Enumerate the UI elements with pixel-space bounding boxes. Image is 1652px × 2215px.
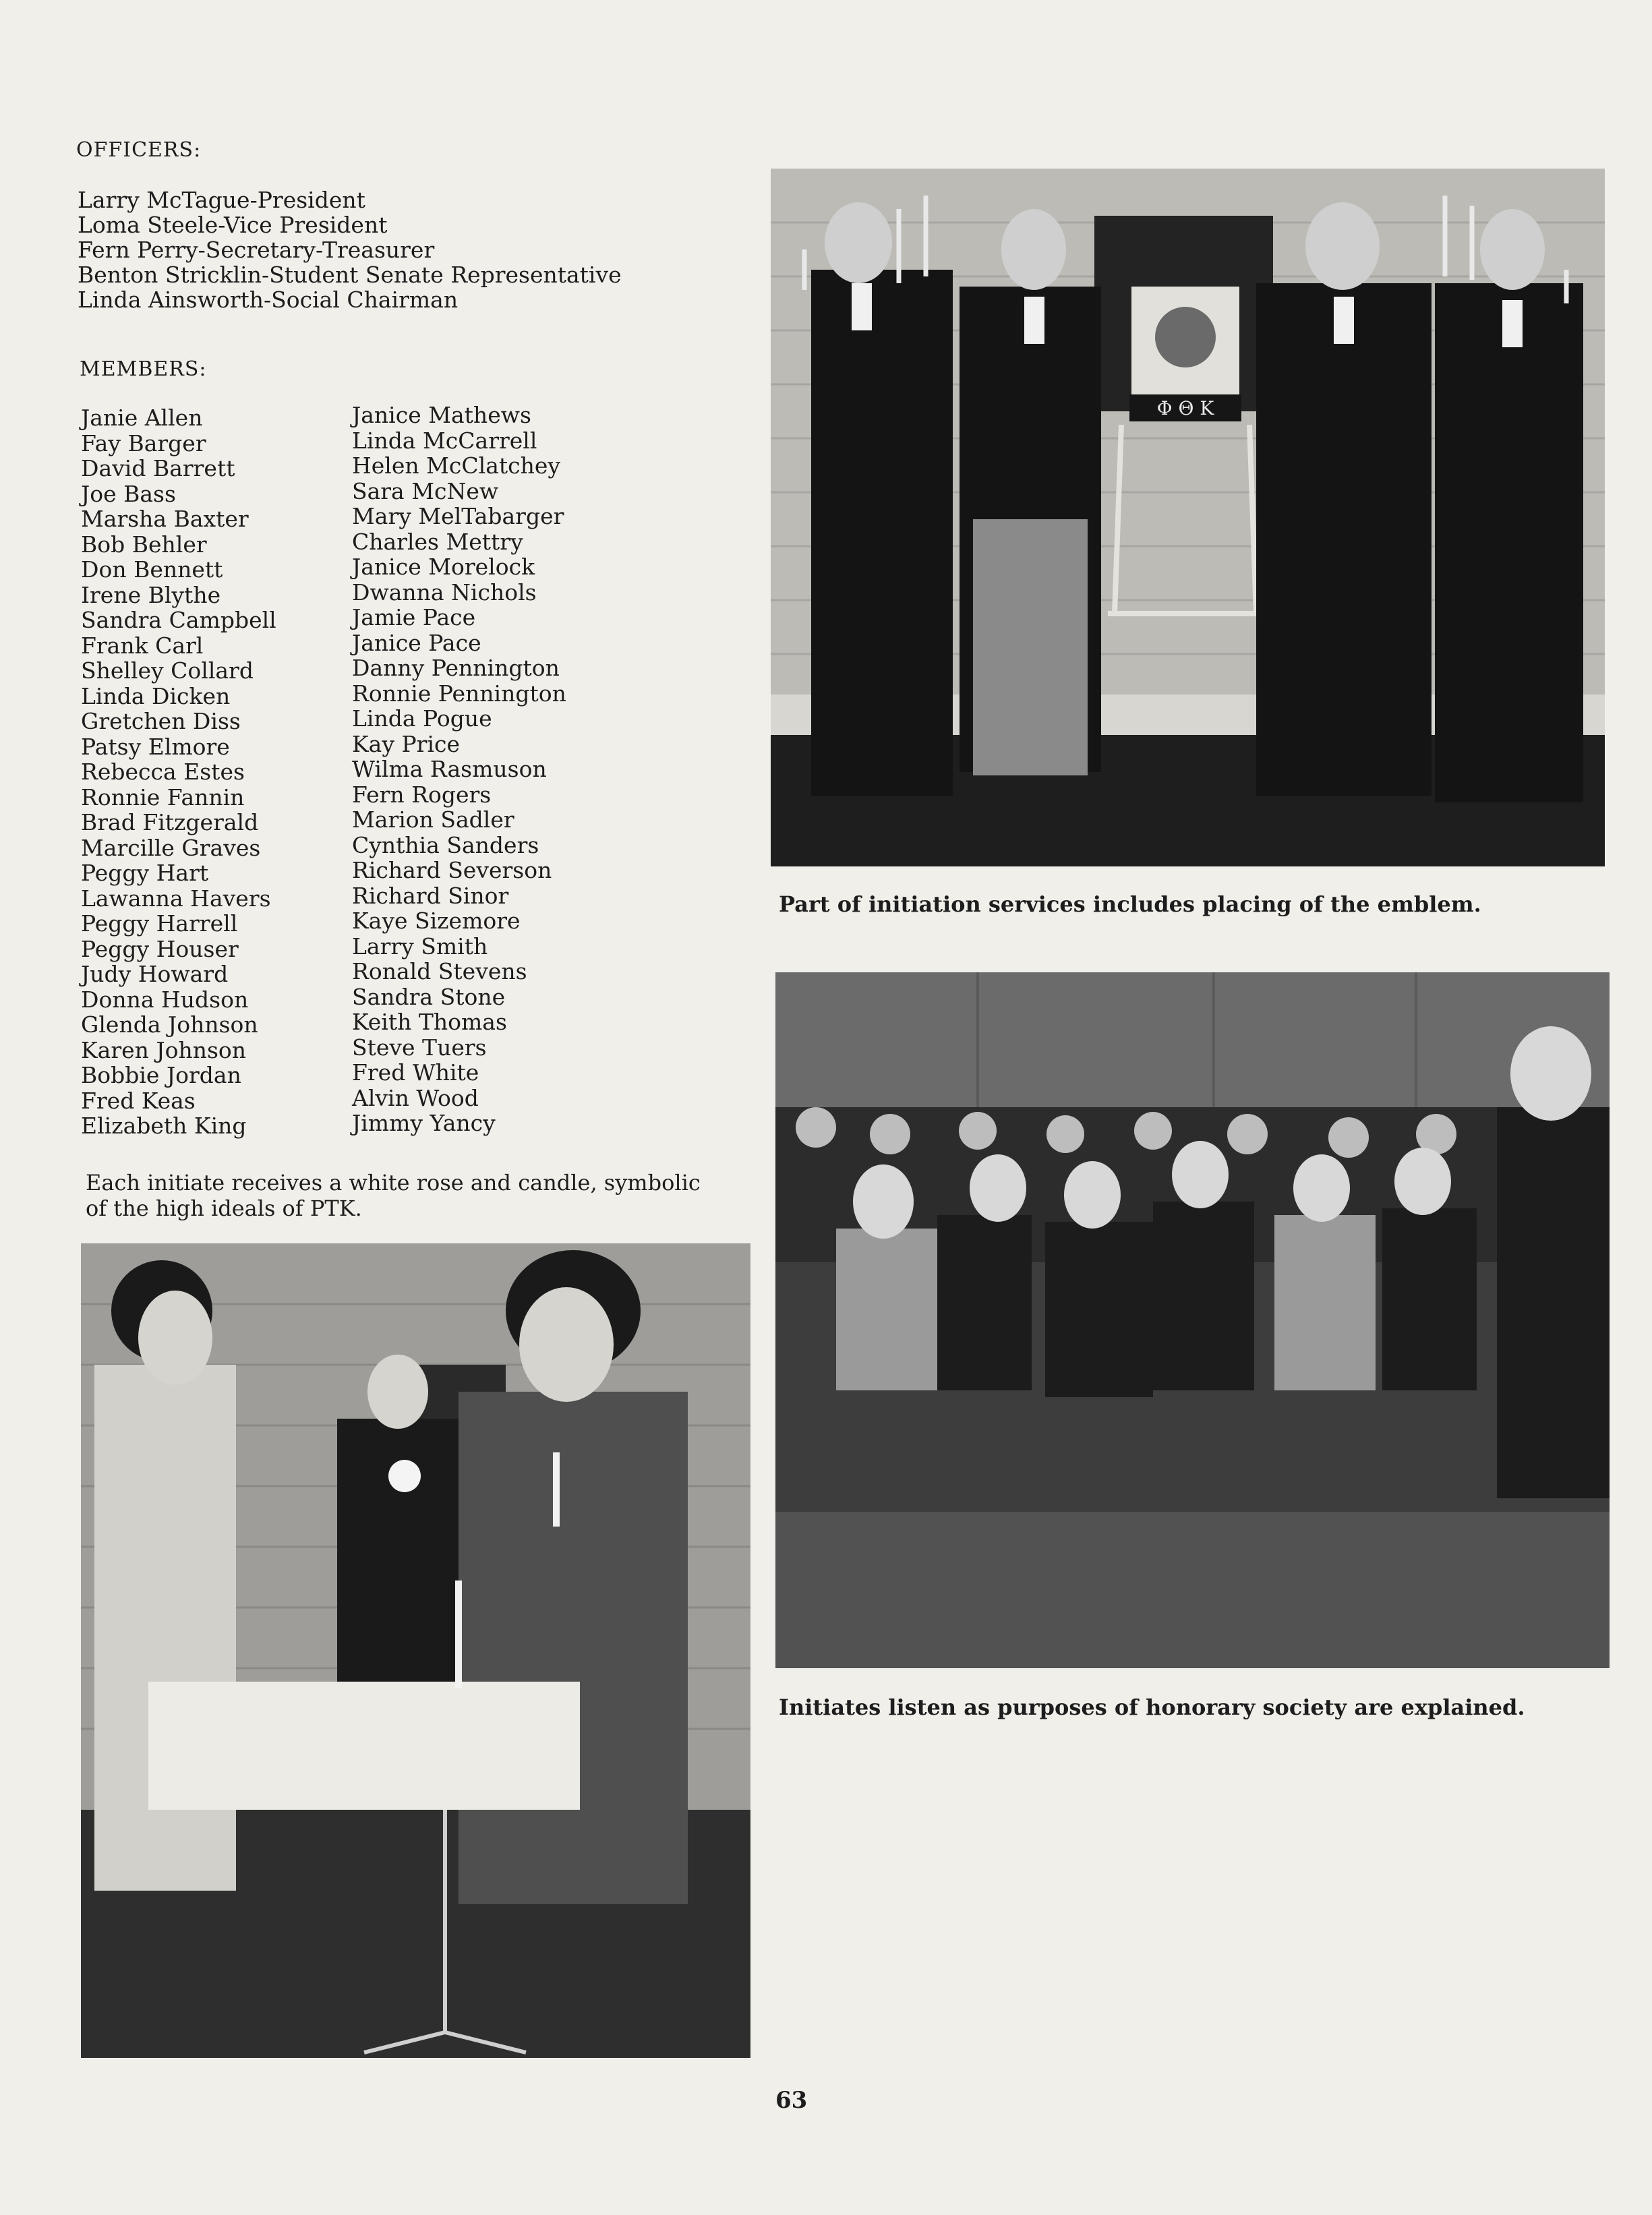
member-name: Peggy Hart bbox=[81, 860, 209, 886]
officer-item: Larry McTague-President bbox=[78, 187, 365, 213]
member-name: Sara McNew bbox=[352, 477, 499, 504]
member-name: Janice Mathews bbox=[352, 402, 531, 428]
officers-list bbox=[78, 187, 622, 312]
photo-initiates-listen bbox=[775, 972, 1610, 1668]
member-name: David Barrett bbox=[81, 455, 235, 481]
member-name: Ronnie Fannin bbox=[81, 784, 245, 810]
member-name: Linda McCarrell bbox=[352, 427, 537, 454]
member-name: Fred Keas bbox=[81, 1087, 196, 1114]
member-name: Patsy Elmore bbox=[81, 733, 230, 760]
members-column-2 bbox=[352, 403, 566, 1136]
officer-item: Benton Stricklin-Student Senate Representative bbox=[78, 262, 622, 288]
emblem-letters: Φ Θ K bbox=[1156, 397, 1214, 419]
page-number: 63 bbox=[775, 2087, 808, 2114]
member-name: Helen McClatchey bbox=[352, 452, 561, 479]
member-name: Jimmy Yancy bbox=[352, 1110, 496, 1136]
member-name: Bob Behler bbox=[81, 531, 207, 558]
member-name: Mary MelTabarger bbox=[352, 503, 564, 529]
caption-emblem: Part of initiation services includes placing of the emblem. bbox=[779, 891, 1481, 917]
member-name: Peggy Houser bbox=[81, 935, 239, 962]
member-name: Dwanna Nichols bbox=[352, 579, 537, 606]
member-name: Ronald Stevens bbox=[352, 958, 527, 984]
member-name: Don Bennett bbox=[81, 556, 223, 583]
member-name: Richard Severson bbox=[352, 857, 552, 883]
photo-emblem-image bbox=[771, 169, 1605, 866]
member-name: Larry Smith bbox=[352, 933, 488, 959]
member-name: Jamie Pace bbox=[352, 604, 476, 630]
officers-heading: OFFICERS: bbox=[76, 138, 202, 162]
photo-initiation-emblem bbox=[771, 169, 1605, 866]
member-name: Marion Sadler bbox=[352, 806, 514, 833]
member-name: Karen Johnson bbox=[81, 1036, 247, 1063]
member-name: Glenda Johnson bbox=[81, 1011, 258, 1038]
photo-rose-image bbox=[81, 1243, 750, 2058]
member-name: Kay Price bbox=[352, 730, 461, 757]
member-name: Steve Tuers bbox=[352, 1034, 487, 1061]
officer-item: Loma Steele-Vice President bbox=[78, 212, 388, 238]
member-name: Janice Pace bbox=[352, 629, 481, 656]
member-name: Kaye Sizemore bbox=[352, 908, 521, 934]
member-name: Donna Hudson bbox=[81, 986, 249, 1013]
member-name: Fay Barger bbox=[81, 430, 206, 456]
member-name: Marcille Graves bbox=[81, 834, 261, 861]
member-name: Richard Sinor bbox=[352, 882, 509, 909]
photo-audience-image bbox=[775, 972, 1610, 1668]
member-name: Fred White bbox=[352, 1059, 479, 1086]
member-name: Shelley Collard bbox=[81, 657, 254, 684]
member-name: Danny Pennington bbox=[352, 655, 560, 681]
member-name: Rebecca Estes bbox=[81, 759, 245, 785]
member-name: Wilma Rasmuson bbox=[352, 756, 547, 782]
members-column-1 bbox=[81, 405, 276, 1139]
member-name: Janie Allen bbox=[81, 405, 203, 431]
officer-item: Linda Ainsworth-Social Chairman bbox=[78, 287, 459, 313]
member-name: Brad Fitzgerald bbox=[81, 809, 259, 835]
member-name: Linda Dicken bbox=[81, 682, 231, 709]
caption-listen: Initiates listen as purposes of honorary society are explained. bbox=[779, 1694, 1525, 1720]
member-name: Charles Mettry bbox=[352, 528, 523, 555]
member-name: Linda Pogue bbox=[352, 705, 492, 732]
member-name: Frank Carl bbox=[81, 632, 204, 659]
photo-rose-candle bbox=[81, 1243, 750, 2058]
members-heading: MEMBERS: bbox=[80, 357, 207, 381]
member-name: Joe Bass bbox=[81, 480, 176, 507]
member-name: Marsha Baxter bbox=[81, 506, 249, 532]
member-name: Ronnie Pennington bbox=[352, 680, 566, 707]
member-name: Sandra Stone bbox=[352, 983, 506, 1010]
member-name: Bobbie Jordan bbox=[81, 1062, 241, 1088]
member-name: Elizabeth King bbox=[81, 1113, 247, 1139]
member-name: Fern Rogers bbox=[352, 781, 492, 808]
member-name: Irene Blythe bbox=[81, 581, 221, 608]
member-name: Gretchen Diss bbox=[81, 708, 241, 734]
member-name: Peggy Harrell bbox=[81, 910, 238, 937]
member-name: Alvin Wood bbox=[352, 1084, 479, 1111]
member-name: Keith Thomas bbox=[352, 1009, 507, 1035]
member-name: Janice Morelock bbox=[352, 554, 535, 580]
officer-item: Fern Perry-Secretary-Treasurer bbox=[78, 237, 435, 263]
member-name: Sandra Campbell bbox=[81, 607, 276, 633]
member-name: Judy Howard bbox=[81, 961, 229, 987]
caption-rose-candle: Each initiate receives a white rose and candle, symbolic of the high ideals of PTK. bbox=[86, 1170, 701, 1221]
member-name: Lawanna Havers bbox=[81, 885, 271, 912]
member-name: Cynthia Sanders bbox=[352, 831, 539, 858]
